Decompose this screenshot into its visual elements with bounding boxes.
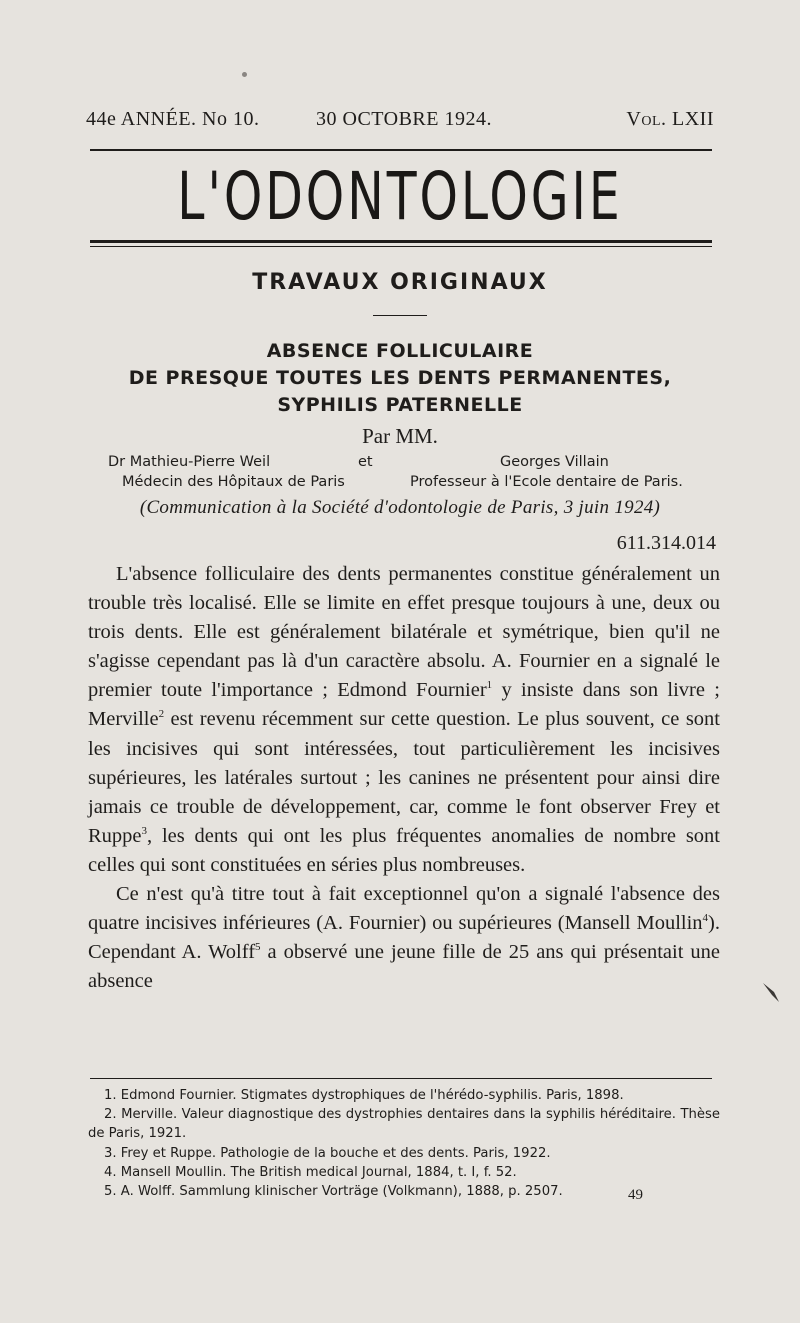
body-text: a observé une jeune fille de 25 ans qui présentait une absence xyxy=(88,941,721,993)
header-rule xyxy=(90,149,712,151)
issue-number: 44e ANNÉE. No 10. xyxy=(86,108,260,130)
article-title xyxy=(0,338,800,419)
masthead-rule-thick xyxy=(90,240,712,243)
footnote-ref: 2 xyxy=(158,708,165,721)
footnote: 1. Edmond Fournier. Stigmates dystrophiques de l'hérédo-syphilis. Paris, 1898. xyxy=(104,1088,624,1103)
article-body xyxy=(88,560,720,996)
masthead-rule-thin xyxy=(90,246,712,247)
body-text: L'absence folliculaire des dents permanentes constitue généralement un trouble très localisé. Elle se limite en effet presque toujours à une, deux ou trois dents. Elle est généralement bilatérale et symétrique, bien qu'il ne s'agisse cependant pas là d'un caractère absolu. A. Fournier en a signalé le premier toute l'importance ; Edmond Fournier xyxy=(88,563,720,702)
author-2-affiliation: Professeur à l'Ecole dentaire de Paris. xyxy=(410,474,683,490)
article-title-line: ABSENCE FOLLICULAIRE xyxy=(266,340,534,362)
footnote: 4. Mansell Moullin. The British medical Journal, 1884, t. I, f. 52. xyxy=(104,1164,517,1180)
classification-code: 611.314.014 xyxy=(616,532,716,554)
footnote: 3. Frey et Ruppe. Pathologie de la bouche et des dents. Paris, 1922. xyxy=(104,1145,551,1161)
footnote-ref: 3 xyxy=(141,825,148,838)
body-text: y insiste dans son livre ; Merville xyxy=(88,679,720,731)
speck-icon xyxy=(242,72,247,77)
footnote: 2. Merville. Valeur diagnostique des dystrophies dentaires dans la syphilis héréditaire. Thèse de Paris, 1921. xyxy=(88,1107,720,1142)
communication-note: (Communication à la Société d'odontologie de Paris, 3 juin 1924) xyxy=(139,497,661,518)
byline: Par MM. xyxy=(362,424,438,448)
article-title-line: SYPHILIS PATERNELLE xyxy=(277,394,523,416)
footnote-ref: 1 xyxy=(486,679,493,692)
footnote-rule xyxy=(90,1078,712,1079)
section-rule xyxy=(373,315,427,316)
running-header xyxy=(86,108,714,142)
body-text: , les dents qui ont les plus fréquentes anomalies de nombre sont celles qui sont constituées en séries plus nombreuses. xyxy=(88,824,720,876)
issue-date: 30 OCTOBRE 1924. xyxy=(316,108,492,130)
author-1-name: Dr Mathieu-Pierre Weil xyxy=(108,454,271,470)
footnote-ref: 5 xyxy=(255,941,261,954)
volume-number: Vol. LXII xyxy=(626,108,714,130)
footnotes xyxy=(88,1086,720,1201)
author-2-name: Georges Villain xyxy=(500,454,609,470)
article-title-line: DE PRESQUE TOUTES LES DENTS PERMANENTES, xyxy=(128,367,672,389)
body-text: ). Cependant A. Wolff xyxy=(88,912,720,964)
section-title: TRAVAUX ORIGINAUX xyxy=(252,270,548,295)
author-1-affiliation: Médecin des Hôpitaux de Paris xyxy=(122,474,345,490)
pencil-mark-icon xyxy=(760,980,782,1006)
journal-title: L'ODONTOLOGIE xyxy=(177,158,623,235)
body-text: Ce n'est qu'à titre tout à fait exceptionnel qu'on a signalé l'absence des quatre incisives inférieures (A. Fournier) ou supérieures (Mansell Moullin xyxy=(88,883,720,935)
page-number: 49 xyxy=(628,1187,643,1203)
author-conjunction: et xyxy=(358,454,373,470)
footnote: 5. A. Wolff. Sammlung klinischer Vorträge (Volkmann), 1888, p. 2507. xyxy=(104,1184,563,1200)
body-text: est revenu récemment sur cette question. Le plus souvent, ce sont les incisives qui sont intéressées, tout particulièrement les incisives supérieures, les latérales surtout ; les canines ne présentent pour ainsi dire jamais ce trouble de développement, car, comme le font observer Frey et Ruppe xyxy=(88,708,720,847)
body-paragraph xyxy=(88,880,720,996)
footnote-ref: 4 xyxy=(702,912,709,925)
body-paragraph xyxy=(88,560,720,880)
